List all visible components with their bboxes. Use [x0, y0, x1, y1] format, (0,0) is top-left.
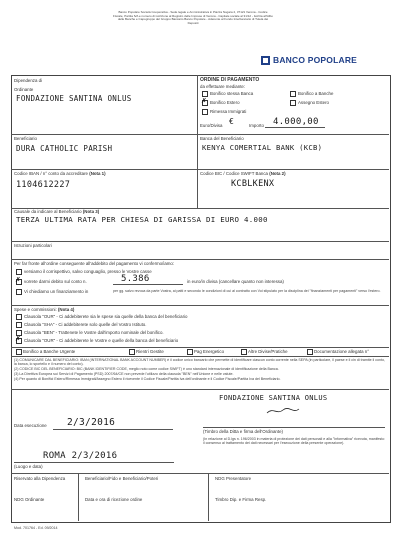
settlement-versiamo-label: versiamo il corrispettivo, salvo conguaglio, presso le Vostre casse [24, 269, 152, 274]
option-rimessa-checkbox[interactable] [202, 109, 208, 115]
signer-value[interactable]: FONDAZIONE SANTINA ONLUS [219, 394, 328, 402]
extra-altre-checkbox[interactable] [241, 349, 247, 355]
spese-our-label: Clausola "OUR" - Ci addebiterete le Vostre e quelle della banca del beneficiario [24, 338, 179, 343]
extra-energetico-label: Pag Energetico [194, 349, 225, 354]
stamp-label: (Timbro della Ditta e firma dell'Ordinante) [203, 429, 283, 434]
divider [11, 134, 198, 135]
divider [11, 356, 389, 357]
banca-beneficiario-label: Banca del Beneficiario [200, 136, 244, 141]
spese-title: Spese e commissioni: (Nota 4) [14, 307, 75, 312]
extra-urgente-label: Bonifico a Banche Urgente [23, 349, 76, 354]
place-label: (Luogo e data) [14, 464, 43, 469]
note-1: (1) COMUNICARE DAL BENEFICIARIO: IBAN (INTERNATIONAL BANK ACCOUNT NUMBER) è il codice unico bancario che permette di identificare ciascun conto corrente nella SEPA (in particolare, il paese e il cin di tramite il conto, la banca, lo sportello e il numero del conto). [14, 358, 386, 367]
divider [11, 347, 389, 348]
amount-value[interactable]: 4.000,00 [273, 117, 319, 127]
spese-ben-label: Clausola "BEN" - Trattenete le Vostre dall'importo nominale del bonifico. [24, 330, 164, 335]
option-bonifico-banche-checkbox[interactable] [290, 91, 296, 97]
extra-documentazione-label: Documentazione allegata n° [314, 349, 369, 354]
bank-name: BANCO POPOLARE [273, 55, 358, 65]
iban-label: Codice IBAN / n° conto da accreditare (Nota 1) [14, 171, 106, 176]
divider [11, 389, 389, 390]
spese-sha-label: Clausola "SHA" - Ci addebiterete solo quelle del Vostro Istituto. [24, 322, 147, 327]
order-subtitle: da effettuare mediante: [200, 84, 246, 89]
iban-value[interactable]: 1104612227 [16, 180, 71, 190]
option-bonifico-estero-label: Bonifico Estero [210, 100, 240, 105]
order-title: ORDINE DI PAGAMENTO [200, 77, 260, 83]
extra-altre-label: Altre Divise/Pratiche [248, 349, 288, 354]
extra-energetico-checkbox[interactable] [187, 349, 193, 355]
ordinante-label: Ordinante [14, 87, 34, 92]
extra-rientri-label: Rientri Gestite [136, 349, 164, 354]
place-value[interactable]: ROMA 2/3/2016 [43, 451, 118, 461]
beneficiario-value[interactable]: DURA CATHOLIC PARISH [16, 144, 113, 153]
settlement-intro: Per far fronte all'ordine conseguente all'addebito del pagamento vi confermo/iamo: [14, 261, 175, 266]
currency-label: Euro/Divisa [200, 123, 223, 128]
causale-value[interactable]: TERZA ULTIMA RATA PER CHIESA DI GARISSA DI EURO 4.000 [16, 215, 268, 224]
divider [11, 169, 198, 170]
column-divider [197, 75, 198, 208]
settlement-debito-label: vorrete darmi debito sul conto n. [24, 279, 87, 284]
divider [11, 259, 389, 260]
date-value[interactable]: 2/3/2016 [67, 417, 116, 428]
option-assegno-estero-checkbox[interactable] [290, 100, 296, 106]
signature-scribble [265, 403, 305, 413]
note-4: (4) Per quanto di Bonifici Estero/Rimessa Immigrati/Assegno Estero il ricevente il Codice Fiscale/Partita Iva dell'ordinante e il Codice Fiscale/Partita Iva del Beneficiario. [14, 377, 281, 381]
timbro-label: Timbro Dip. e Firma Resp. [215, 497, 267, 502]
header-fine-print: Banco Popolare Società Cooperativa - Sede legale e Amministrativa in Piazza Nogara 2, 37121 Verona - Codice Fiscale, Partita IVA e numero di iscrizione al Registro delle Imprese di Verona - Capitale sociale al 31/12 - Iscritta all'Albo delle Banche e Capogruppo del Gruppo Bancario Banco Popolare - Aderente al Fondo Interbancario di Tutela dei Depositi [113, 10, 273, 25]
spese-sha-checkbox[interactable] [16, 322, 22, 328]
settlement-finanziamento-label: Vi chiediamo un finanziamento in [24, 289, 89, 294]
option-assegno-estero-label: Assegno Estero [298, 100, 329, 105]
bank-logo [261, 55, 357, 65]
divider [11, 473, 389, 474]
check-mark-icon: ✗ [15, 335, 21, 343]
option-bonifico-stessa-banca-label: Bonifico stessa Banca [210, 91, 254, 96]
check-mark-icon: ✗ [201, 97, 207, 105]
column-divider [208, 473, 209, 521]
ndg-presentatore-label: NDG Presentatore [215, 476, 252, 481]
extra-documentazione-checkbox[interactable] [307, 349, 313, 355]
amount-label: Importo [249, 123, 264, 128]
column-divider [78, 473, 79, 521]
causale-label: Causale da indicare al Beneficiario (Nota 3) [14, 209, 100, 214]
extra-urgente-checkbox[interactable] [16, 349, 22, 355]
option-rimessa-label: Rimessa Immigrati [210, 109, 247, 114]
bic-value[interactable]: KCBLKENX [231, 179, 275, 189]
currency-value[interactable]: € [229, 117, 235, 126]
extra-rientri-checkbox[interactable] [129, 349, 135, 355]
bic-label: Codice BIC / Codice SWIFT Banca (Nota 2) [200, 171, 286, 176]
place-underline [14, 462, 174, 463]
divider [197, 134, 389, 135]
conto-underline [113, 284, 183, 285]
option-bonifico-banche-label: Bonifico a Banche [298, 91, 334, 96]
payment-order-form [3, 3, 395, 539]
stamp-line [203, 427, 385, 428]
settlement-debito-suffix: in euro/in divisa (cancellare quanto non interessa) [187, 279, 284, 284]
divider [197, 169, 389, 170]
privacy-text: (In relazione al D.lgs n. 196/2003 in materia di protezione dei dati personali e alla "Informativa" ricevuta, manifesto il consenso al trattamento dei dati necessari per l'esecuzione della presente operazione). [203, 437, 385, 446]
spese-our-full-checkbox[interactable] [16, 314, 22, 320]
beneficiario-label: Beneficiario [14, 136, 37, 141]
data-ora-label: Data e ora di ricezione ordine [85, 497, 143, 502]
bank-logo-icon [261, 56, 270, 65]
date-label: Data esecuzione [14, 423, 47, 428]
reserved-label: Riservato alla Dipendenza [14, 476, 66, 481]
note-2: (2) CODICE BIC DEL BENEFICIARIO: BIC (BANK IDENTIFIER CODE, meglio noto come codice SWIFT) è uno standard internazionale di identificazione della Banca. [14, 367, 279, 371]
divider [11, 305, 389, 306]
note-3: (3) La Direttiva Europea sui Servizi di Pagamento (PSD) 2007/64/CE non prevede l'utilizzo della clausola "BEN" nell'Unione e nelle valute. [14, 372, 234, 376]
ordinante-value[interactable]: FONDAZIONE SANTINA ONLUS [16, 94, 132, 103]
ndg-ordinante-label: NDG Ordinante [14, 497, 45, 502]
spese-our-full-label: Clausola "OUR" - Ci addebiterete sia le spese sia quelle della banca del beneficiario [24, 314, 188, 319]
settlement-versiamo-checkbox[interactable] [16, 269, 22, 275]
beneficiario-fido-label: Beneficiario/Fido e Beneficiario/Poteri [85, 476, 159, 481]
istruzioni-label: Istruzioni particolari [14, 243, 52, 248]
date-underline [53, 429, 173, 430]
dipendenza-label: Dipendenza di [14, 78, 43, 83]
form-code: Mod. 701764 - Ed. 09/2014 [14, 526, 58, 530]
check-mark-icon: ✗ [15, 276, 21, 284]
settlement-finanziamento-checkbox[interactable] [16, 289, 22, 295]
settlement-finanziamento-suffix: per gg. salvo revoca da parte Vostra, ai patti e secondo le condizioni di cui al contratto con Voi stipulato per la disciplina dei "finanziamenti per pagamenti" verso l'estero. [113, 289, 381, 293]
settlement-conto-value[interactable]: 5.386 [121, 274, 150, 284]
banca-beneficiario-value[interactable]: KENYA COMERTIAL BANK (KCB) [202, 143, 323, 152]
divider [11, 241, 389, 242]
amount-underline [265, 127, 325, 128]
